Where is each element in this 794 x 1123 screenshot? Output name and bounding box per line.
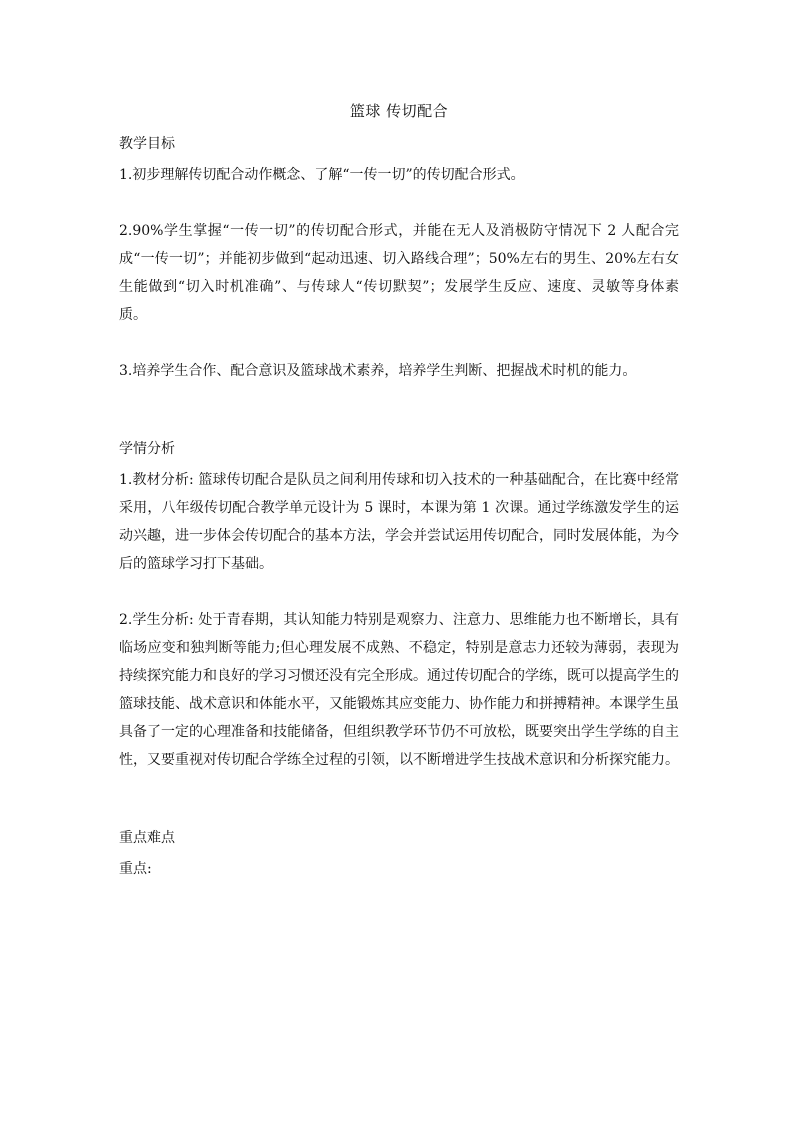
section-heading-key-difficulties: 重点难点 xyxy=(119,830,175,846)
goal-paragraph-3: 3.培养学生合作、配合意识及篮球战术素养，培养学生判断、把握战术时机的能力。 xyxy=(119,363,637,379)
document-page xyxy=(119,100,679,883)
goal-paragraph-2: 2.90%学生掌握“一传一切”的传切配合形式，并能在无人及消极防守情况下 2 人配合完成“一传一切”；并能初步做到“起动迅速、切入路线合理”；50%左右的男生、20%左右女生能做到“切入时机准确”、与传球人“传切默契”；发展学生反应、速度、灵敏等身体素质。 xyxy=(119,223,679,323)
section-spacer xyxy=(119,774,679,826)
section-heading-teaching-goals: 教学目标 xyxy=(119,136,175,152)
page-title: 篮球 传切配合 xyxy=(349,102,449,120)
analysis-paragraph-1: 1.教材分析: 篮球传切配合是队员之间利用传球和切入技术的一种基础配合，在比赛中经常采用，八年级传切配合教学单元设计为 5 课时，本课为第 1 次课。通过学练激发学生的运动兴趣，进一步体会传切配合的基本方法，学会并尝试运用传切配合，同时发展体能，为今后的篮球学习打下基础。 xyxy=(119,472,679,572)
paragraph-spacer xyxy=(119,578,679,606)
key-points-label: 重点: xyxy=(119,861,152,877)
analysis-paragraph-2: 2.学生分析: 处于青春期，其认知能力特别是观察力、注意力、思维能力也不断增长，具有临场应变和独判断等能力;但心理发展不成熟、不稳定，特别是意志力还较为薄弱，表现为持续探究能力和良好的学习习惯还没有完全形成。通过传切配合的学练，既可以提高学生的篮球技能、战术意识和体能水平，又能锻炼其应变能力、协作能力和拼搏精神。本课学生虽具备了一定的心理准备和技能储备，但组织教学环节仍不可放松，既要突出学生学练的自主性，又要重视对传切配合学练全过程的引领，以不断增进学生技战术意识和分析探究能力。 xyxy=(119,612,679,768)
section-heading-learning-analysis: 学情分析 xyxy=(119,441,175,457)
goal-paragraph-1: 1.初步理解传切配合动作概念、了解“一传一切”的传切配合形式。 xyxy=(119,167,525,183)
paragraph-spacer xyxy=(119,189,679,217)
paragraph-spacer xyxy=(119,329,679,357)
section-spacer xyxy=(119,385,679,437)
